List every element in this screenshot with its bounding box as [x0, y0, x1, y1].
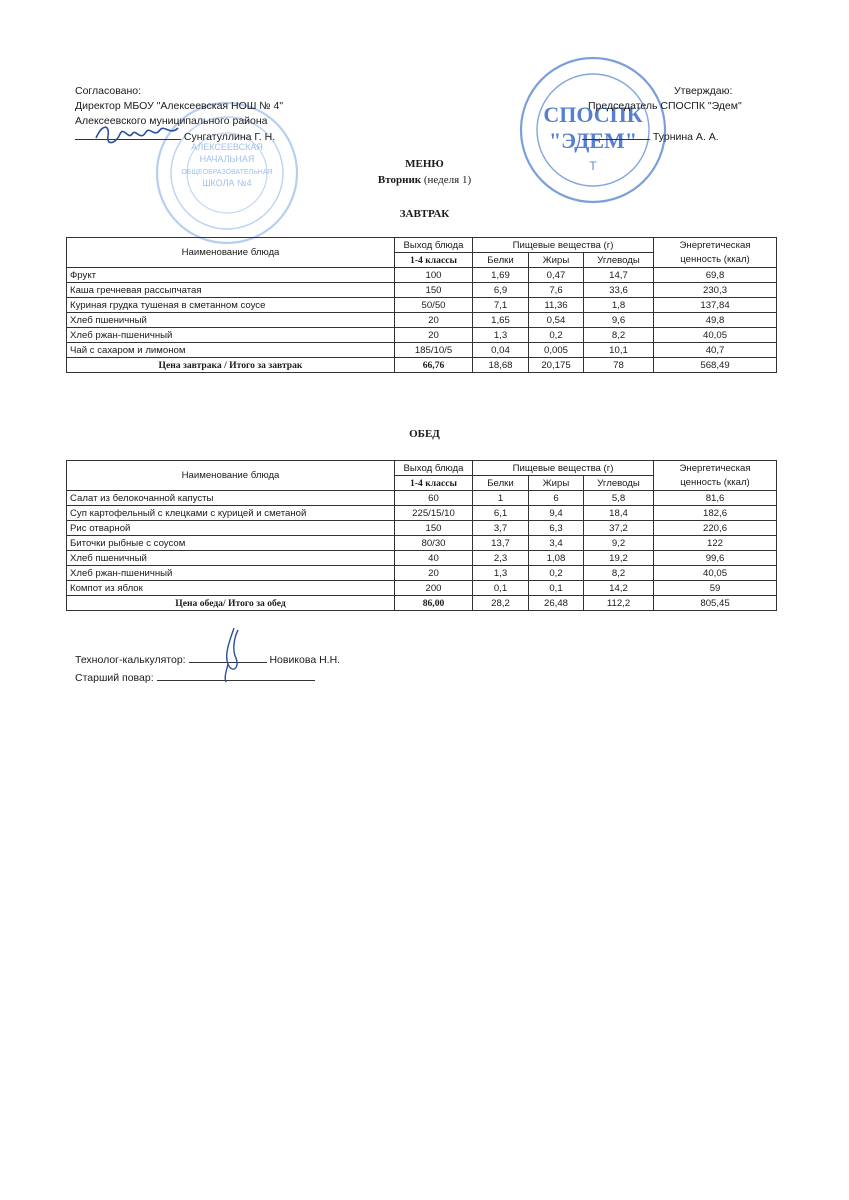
dish-yield: 20: [395, 328, 473, 343]
dish-carbs: 14,7: [584, 268, 654, 283]
dish-carbs: 37,2: [584, 521, 654, 536]
dish-fat: 0,2: [529, 328, 584, 343]
dish-yield: 50/50: [395, 298, 473, 313]
col-header-energy-line2: ценность (ккал): [680, 253, 750, 265]
dish-yield: 150: [395, 283, 473, 298]
breakfast-table: [66, 237, 777, 373]
menu-week: (неделя 1): [423, 174, 472, 186]
col-header-grade: 1-4 классы: [395, 253, 473, 268]
dish-name: Хлеб пшеничный: [67, 551, 395, 566]
dish-fat: 0,2: [529, 566, 584, 581]
dish-fat: 0,54: [529, 313, 584, 328]
dish-name: Биточки рыбные с соусом: [67, 536, 395, 551]
approval-right-line2: Председатель СПОСПК "Эдем": [588, 100, 742, 112]
dish-fat: 7,6: [529, 283, 584, 298]
total-energy: 568,49: [654, 358, 777, 373]
svg-text:Т: Т: [589, 159, 597, 173]
approval-right-line1: Утверждаю:: [674, 85, 733, 97]
total-row: [67, 596, 777, 611]
table-row: [67, 298, 777, 313]
technologist-label: Технолог-калькулятор:: [75, 654, 186, 666]
dish-carbs: 8,2: [584, 328, 654, 343]
col-header-energy-line1: Энергетическая: [679, 239, 751, 251]
cook-line: [75, 670, 315, 684]
table-row: [67, 551, 777, 566]
approval-left-line1: Согласовано:: [75, 85, 142, 97]
dish-protein: 1: [473, 491, 529, 506]
dish-fat: 6: [529, 491, 584, 506]
dish-name: Куриная грудка тушеная в сметанном соусе: [67, 298, 395, 313]
svg-text:СПОСПК: СПОСПК: [543, 102, 643, 127]
col-header-energy-line2: ценность (ккал): [680, 476, 750, 488]
dish-energy: 40,7: [654, 343, 777, 358]
dish-name: Хлеб ржан-пшеничный: [67, 566, 395, 581]
dish-energy: 182,6: [654, 506, 777, 521]
approval-left-signatory: Сунгатуллина Г. Н.: [183, 131, 276, 143]
dish-name: Каша гречневая рассыпчатая: [67, 283, 395, 298]
dish-yield: 225/15/10: [395, 506, 473, 521]
col-header-energy-line1: Энергетическая: [679, 462, 751, 474]
dish-yield: 80/30: [395, 536, 473, 551]
approval-left-line2: Директор МБОУ "Алексеевская НОШ № 4": [75, 100, 284, 112]
col-header-energy: [654, 238, 777, 268]
dish-yield: 20: [395, 313, 473, 328]
col-header-nutrients: Пищевые вещества (г): [473, 238, 654, 253]
dish-carbs: 5,8: [584, 491, 654, 506]
dish-carbs: 9,2: [584, 536, 654, 551]
approval-left: [75, 84, 283, 145]
approval-left-line3: Алексеевского муниципального района: [75, 115, 268, 127]
dish-name: Компот из яблок: [67, 581, 395, 596]
col-header-grade: 1-4 классы: [395, 476, 473, 491]
total-fat: 20,175: [529, 358, 584, 373]
dish-name: Фрукт: [67, 268, 395, 283]
dish-fat: 9,4: [529, 506, 584, 521]
total-label: Цена обеда/ Итого за обед: [67, 596, 395, 611]
table-row: [67, 343, 777, 358]
col-header-carbs: Углеводы: [584, 476, 654, 491]
dish-energy: 49,8: [654, 313, 777, 328]
dish-protein: 1,3: [473, 566, 529, 581]
dish-energy: 230,3: [654, 283, 777, 298]
menu-subtitle: [0, 174, 849, 186]
approval-right: [582, 84, 742, 145]
total-price: 86,00: [395, 596, 473, 611]
svg-text:"ЭДЕМ": "ЭДЕМ": [548, 128, 638, 153]
dish-name: Чай с сахаром и лимоном: [67, 343, 395, 358]
dish-carbs: 19,2: [584, 551, 654, 566]
total-fat: 26,48: [529, 596, 584, 611]
dish-protein: 7,1: [473, 298, 529, 313]
dish-energy: 99,6: [654, 551, 777, 566]
dish-energy: 69,8: [654, 268, 777, 283]
col-header-yield: Выход блюда: [395, 238, 473, 253]
approval-left-signature-line: [75, 129, 283, 145]
table-row: [67, 566, 777, 581]
col-header-name: Наименование блюда: [67, 461, 395, 491]
menu-day: Вторник: [377, 174, 422, 186]
dish-carbs: 1,8: [584, 298, 654, 313]
technologist-name: Новикова Н.Н.: [269, 654, 341, 666]
breakfast-title: ЗАВТРАК: [399, 208, 450, 220]
total-carbs: 78: [584, 358, 654, 373]
signature-blank: [157, 670, 315, 681]
dish-fat: 1,08: [529, 551, 584, 566]
dish-fat: 0,1: [529, 581, 584, 596]
dish-protein: 1,65: [473, 313, 529, 328]
dish-protein: 6,9: [473, 283, 529, 298]
approval-right-signatory: Турнина А. А.: [652, 131, 719, 143]
col-header-fat: Жиры: [529, 253, 584, 268]
total-label: Цена завтрака / Итого за завтрак: [67, 358, 395, 373]
total-energy: 805,45: [654, 596, 777, 611]
dish-carbs: 8,2: [584, 566, 654, 581]
dish-name: Салат из белокочанной капусты: [67, 491, 395, 506]
dish-protein: 1,69: [473, 268, 529, 283]
dish-protein: 3,7: [473, 521, 529, 536]
table-row: [67, 313, 777, 328]
dish-energy: 59: [654, 581, 777, 596]
dish-yield: 200: [395, 581, 473, 596]
dish-yield: 20: [395, 566, 473, 581]
dish-energy: 40,05: [654, 566, 777, 581]
col-header-carbs: Углеводы: [584, 253, 654, 268]
menu-title: МЕНЮ: [405, 158, 444, 170]
dish-carbs: 18,4: [584, 506, 654, 521]
dish-protein: 6,1: [473, 506, 529, 521]
dish-energy: 137,84: [654, 298, 777, 313]
approval-right-signature-line: [582, 129, 742, 145]
dish-fat: 0,47: [529, 268, 584, 283]
col-header-energy: [654, 461, 777, 491]
dish-energy: 220,6: [654, 521, 777, 536]
col-header-name: Наименование блюда: [67, 238, 395, 268]
table-row: [67, 506, 777, 521]
total-protein: 28,2: [473, 596, 529, 611]
dish-fat: 3,4: [529, 536, 584, 551]
table-row: [67, 491, 777, 506]
signature-blank: [75, 129, 181, 140]
dish-yield: 60: [395, 491, 473, 506]
dish-energy: 122: [654, 536, 777, 551]
total-carbs: 112,2: [584, 596, 654, 611]
dish-carbs: 9,6: [584, 313, 654, 328]
dish-carbs: 14,2: [584, 581, 654, 596]
dish-name: Суп картофельный с клецками с курицей и сметаной: [67, 506, 395, 521]
col-header-protein: Белки: [473, 476, 529, 491]
col-header-yield: Выход блюда: [395, 461, 473, 476]
dish-fat: 0,005: [529, 343, 584, 358]
dish-protein: 1,3: [473, 328, 529, 343]
svg-text:ОБЩЕОБРАЗОВАТЕЛЬНАЯ: ОБЩЕОБРАЗОВАТЕЛЬНАЯ: [181, 169, 273, 176]
dish-yield: 100: [395, 268, 473, 283]
col-header-fat: Жиры: [529, 476, 584, 491]
dish-fat: 11,36: [529, 298, 584, 313]
dish-yield: 185/10/5: [395, 343, 473, 358]
total-protein: 18,68: [473, 358, 529, 373]
table-row: [67, 268, 777, 283]
cook-label: Старший повар:: [75, 672, 154, 684]
dish-protein: 0,04: [473, 343, 529, 358]
svg-text:ШКОЛА №4: ШКОЛА №4: [202, 178, 252, 188]
lunch-title: ОБЕД: [409, 428, 440, 440]
dish-protein: 2,3: [473, 551, 529, 566]
dish-fat: 6,3: [529, 521, 584, 536]
table-row: [67, 328, 777, 343]
dish-energy: 40,05: [654, 328, 777, 343]
total-price: 66,76: [395, 358, 473, 373]
table-row: [67, 521, 777, 536]
signature-blank: [189, 652, 267, 663]
dish-carbs: 10,1: [584, 343, 654, 358]
dish-protein: 0,1: [473, 581, 529, 596]
svg-text:АЛЕКСЕЕВСКАЯ: АЛЕКСЕЕВСКАЯ: [191, 142, 263, 152]
table-row: [67, 536, 777, 551]
col-header-protein: Белки: [473, 253, 529, 268]
total-row: [67, 358, 777, 373]
dish-carbs: 33,6: [584, 283, 654, 298]
dish-name: Рис отварной: [67, 521, 395, 536]
dish-yield: 150: [395, 521, 473, 536]
dish-energy: 81,6: [654, 491, 777, 506]
dish-name: Хлеб пшеничный: [67, 313, 395, 328]
col-header-nutrients: Пищевые вещества (г): [473, 461, 654, 476]
technologist-line: [75, 652, 340, 666]
dish-protein: 13,7: [473, 536, 529, 551]
svg-text:НАЧАЛЬНАЯ: НАЧАЛЬНАЯ: [199, 154, 255, 164]
lunch-table: [66, 460, 777, 611]
dish-yield: 40: [395, 551, 473, 566]
dish-name: Хлеб ржан-пшеничный: [67, 328, 395, 343]
table-row: [67, 581, 777, 596]
signature-blank: [582, 129, 650, 140]
table-row: [67, 283, 777, 298]
